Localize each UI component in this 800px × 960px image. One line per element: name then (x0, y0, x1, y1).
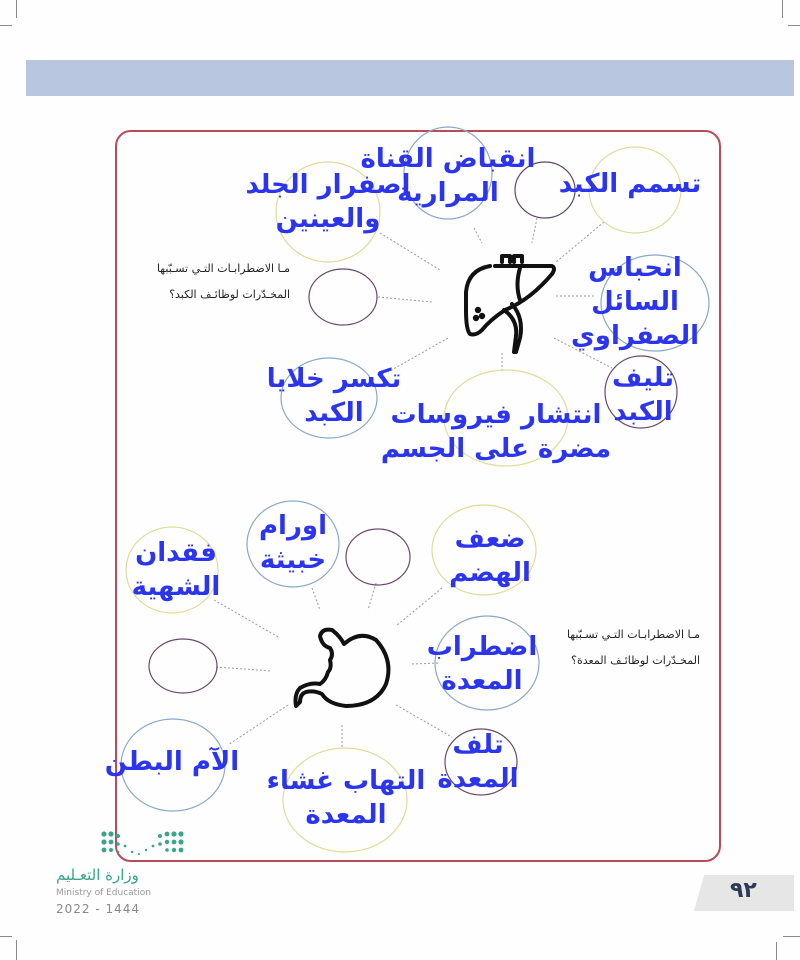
answer-text: تلف المعدة (437, 730, 519, 794)
connector-line (228, 705, 288, 745)
connector-line (474, 228, 482, 243)
answer-gastritis[interactable] (267, 764, 426, 832)
connector-line (378, 297, 432, 302)
answer-cell-breakdown[interactable] (267, 362, 402, 430)
stomach-question-line2: المخـدّرات لوظائـف المعدة؟ (571, 654, 700, 667)
connector-line (312, 588, 320, 610)
answer-text: انحباس السائل الصفراوي (570, 253, 700, 351)
connector-line (216, 667, 272, 671)
liver-icon (466, 256, 554, 352)
answer-text: فقدان الشهية (131, 538, 221, 602)
answer-text: اضطراب المعدة (426, 632, 538, 696)
answer-bubbles (121, 127, 709, 852)
connector-line (214, 600, 280, 638)
answer-text: انقباض القناة المرارية (360, 144, 536, 208)
liver-question-line2: المخـدّرات لوظائـف الكبد؟ (169, 288, 290, 301)
liver-question (157, 256, 290, 308)
answer-text: تسمم الكبد (558, 169, 702, 199)
answer-text: انتشار فيروسات مضرة على الجسم (380, 400, 612, 464)
connector-line (396, 588, 442, 626)
year-label: 2022 - 1444 (56, 902, 141, 916)
answer-text: اصفرار الجلد والعينين (245, 170, 411, 234)
answer-text: ضعف الهضم (449, 524, 531, 588)
stomach-question-line1: مـا الاضطرابـات التـي تسـبّبها (566, 628, 700, 641)
ministry-name-ar: وزارة التعـليم (56, 866, 139, 884)
liver-question-line1: مـا الاضطرابـات التـي تسـبّبها (156, 262, 290, 275)
connector-line (368, 583, 376, 610)
ministry-logo-icon (101, 831, 183, 855)
ministry-name-en: Ministry of Education (56, 888, 151, 898)
answer-stomach-disorder[interactable] (427, 630, 538, 698)
answer-appetite-loss[interactable] (132, 536, 221, 604)
page-number: ٩٢ (730, 878, 757, 903)
connector-line (532, 218, 537, 243)
answer-text: الآم البطن (104, 747, 240, 777)
bubble-empty-stomach-2 (149, 639, 217, 693)
answer-text: تليف الكبد (612, 363, 674, 427)
answer-virus-spread[interactable] (381, 398, 611, 466)
bubble-empty-liver-2 (309, 269, 377, 325)
answer-text: اورام خبيثة (258, 511, 328, 575)
answer-weak-digestion[interactable] (449, 522, 531, 590)
stomach-question (567, 622, 700, 674)
answer-tumors[interactable] (259, 509, 327, 577)
bubble-empty-stomach-1 (346, 529, 410, 585)
answer-stomach-damage[interactable] (437, 728, 518, 796)
stomach-icon (296, 630, 389, 706)
answer-liver-fibrosis[interactable] (612, 361, 674, 429)
answer-text: التهاب غشاء المعدة (266, 766, 426, 830)
answer-bile-duct[interactable] (361, 142, 536, 210)
answer-abdominal-pain[interactable] (105, 745, 239, 779)
answer-liver-poisoning[interactable] (559, 167, 702, 201)
answer-bile-retention[interactable] (553, 251, 718, 353)
connector-line (380, 233, 440, 270)
answer-text: تكسر خلايا الكبد (266, 364, 402, 428)
